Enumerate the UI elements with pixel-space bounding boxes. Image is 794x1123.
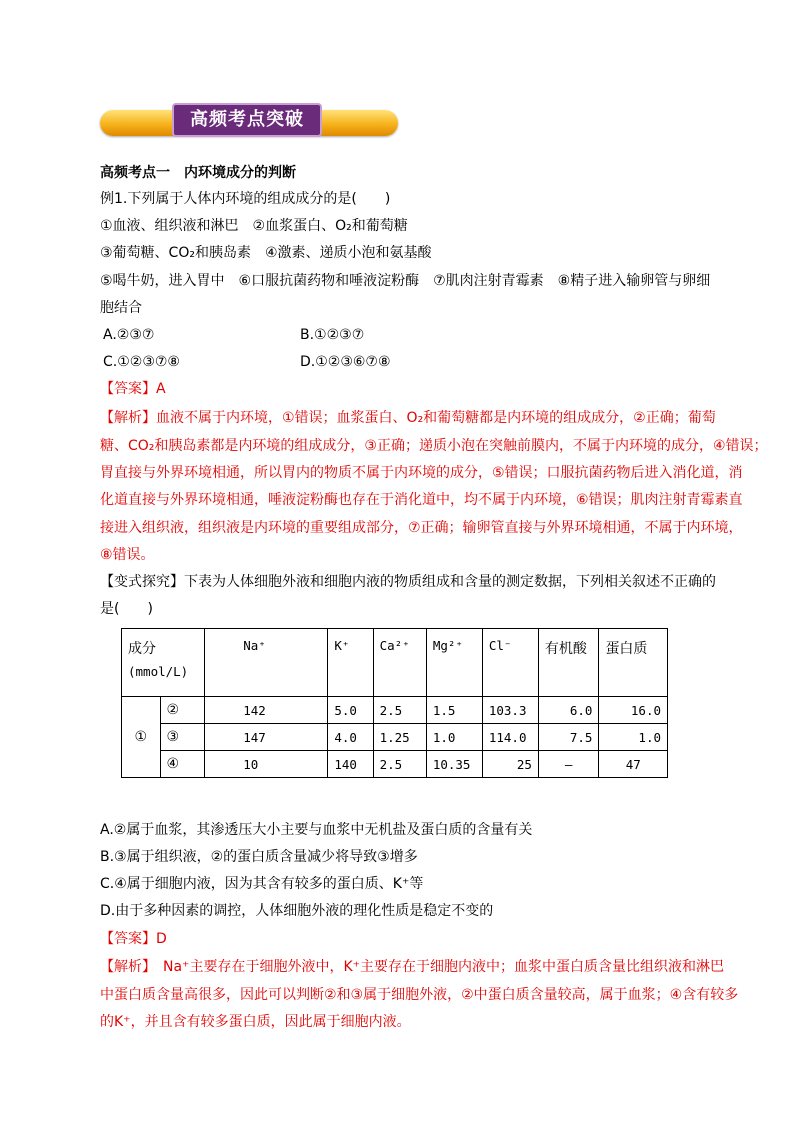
example-option-a: A.②③⑦: [103, 327, 155, 343]
example-analysis-line: ⑧错误。: [100, 547, 155, 563]
variant-option-d: D.由于多种因素的调控，人体细胞外液的理化性质是稳定不变的: [100, 903, 494, 919]
table-cell: 1.0: [599, 724, 668, 751]
table-cell: 1.0: [426, 724, 482, 751]
example-analysis-line: 接进入组织液，组织液是内环境的重要组成部分，⑦正确；输卵管直接与外界环境相通，不属于内环境，: [100, 520, 743, 536]
composition-table: [121, 628, 668, 778]
table-header-cell: 有机酸: [538, 629, 599, 697]
section-heading: 高频考点一 内环境成分的判断: [100, 165, 296, 181]
example-analysis-line: 糖、CO₂和胰岛素都是内环境的组成成分，③正确；递质小泡在突触前膜内，不属于内环境的成分，④错误；: [100, 438, 768, 454]
example-option-c: C.①②③⑦⑧: [103, 354, 180, 370]
section-banner: [100, 103, 398, 141]
variant-analysis-line: 的K⁺，并且含有较多蛋白质，因此属于细胞内液。: [100, 1014, 411, 1030]
table-cell: 10: [205, 751, 328, 778]
table-cell: 4.0: [328, 724, 373, 751]
table-header-cell: Ca²⁺: [373, 629, 426, 697]
table-header-cell: K⁺: [328, 629, 373, 697]
table-row: [122, 697, 668, 724]
table-row-label: ②: [160, 697, 205, 724]
table-cell: 2.5: [373, 697, 426, 724]
example-answer: 【答案】A: [100, 381, 166, 397]
header-label: 成分: [128, 641, 156, 657]
variant-option-b: B.③属于组织液，②的蛋白质含量减少将导致③增多: [100, 849, 418, 865]
variant-analysis-line: 【解析】 Na⁺主要存在于细胞外液中，K⁺主要存在于细胞内液中；血浆中蛋白质含量比组织液和淋巴: [100, 959, 725, 975]
table-header-cell: 蛋白质: [599, 629, 668, 697]
table-cell: 142: [205, 697, 328, 724]
banner-title: 高频考点突破: [172, 103, 322, 137]
table-cell: 5.0: [328, 697, 373, 724]
table-row-label: ④: [160, 751, 205, 778]
table-cell: 114.0: [482, 724, 538, 751]
table-header-cell: Na⁺: [205, 629, 328, 697]
example-analysis-line: 【解析】血液不属于内环境，①错误；血浆蛋白、O₂和葡萄糖都是内环境的组成成分，②正确；葡萄: [100, 410, 716, 426]
table-cell: 140: [328, 751, 373, 778]
table-cell: 7.5: [538, 724, 599, 751]
table-header-cell: Cl⁻: [482, 629, 538, 697]
table-cell: 6.0: [538, 697, 599, 724]
variant-analysis-line: 中蛋白质含量高很多，因此可以判断②和③属于细胞外液，②中蛋白质含量较高，属于血浆；④含有较多: [100, 987, 739, 1003]
table-row-label: ③: [160, 724, 205, 751]
example-question: 例1.下列属于人体内环境的组成成分的是( ): [100, 191, 391, 207]
variant-question: 【变式探究】下表为人体细胞外液和细胞内液的物质组成和含量的测定数据，下列相关叙述不正确的: [100, 574, 716, 590]
table-cell: 16.0: [599, 697, 668, 724]
table-header-cell: Mg²⁺: [426, 629, 482, 697]
table-cell: —: [538, 751, 599, 778]
table-cell: 47: [599, 751, 668, 778]
variant-question-cont: 是( ): [100, 601, 153, 617]
example-analysis-line: 化道直接与外界环境相通，唾液淀粉酶也存在于消化道中，均不属于内环境，⑥错误；肌肉注射青霉素直: [100, 492, 743, 508]
example-item-3-cont: 胞结合: [100, 300, 142, 316]
table-cell: 147: [205, 724, 328, 751]
table-row: [122, 724, 668, 751]
table-header-row: [122, 629, 668, 697]
table-row: [122, 751, 668, 778]
table-cell: 25: [482, 751, 538, 778]
variant-answer: 【答案】D: [100, 931, 167, 947]
example-option-b: B.①②③⑦: [300, 327, 365, 343]
variant-option-c: C.④属于细胞内液，因为其含有较多的蛋白质、K⁺等: [100, 876, 424, 892]
table-cell: 1.25: [373, 724, 426, 751]
table-cell: 103.3: [482, 697, 538, 724]
example-option-d: D.①②③⑥⑦⑧: [300, 354, 391, 370]
table-cell: 2.5: [373, 751, 426, 778]
table-cell: 1.5: [426, 697, 482, 724]
table-header-component: [122, 629, 205, 697]
header-unit: (mmol/L): [128, 664, 189, 679]
variant-option-a: A.②属于血浆，其渗透压大小主要与血浆中无机盐及蛋白质的含量有关: [100, 822, 533, 838]
example-item-2: ③葡萄糖、CO₂和胰岛素 ④激素、递质小泡和氨基酸: [100, 245, 432, 261]
example-item-3: ⑤喝牛奶，进入胃中 ⑥口服抗菌药物和唾液淀粉酶 ⑦肌肉注射青霉素 ⑧精子进入输卵管与卵细: [100, 273, 711, 289]
table-group-label: ①: [122, 697, 161, 778]
table-cell: 10.35: [426, 751, 482, 778]
example-item-1: ①血液、组织液和淋巴 ②血浆蛋白、O₂和葡萄糖: [100, 218, 408, 234]
example-analysis-line: 胃直接与外界环境相通，所以胃内的物质不属于内环境的成分，⑤错误；口服抗菌药物后进入消化道，消: [100, 465, 743, 481]
